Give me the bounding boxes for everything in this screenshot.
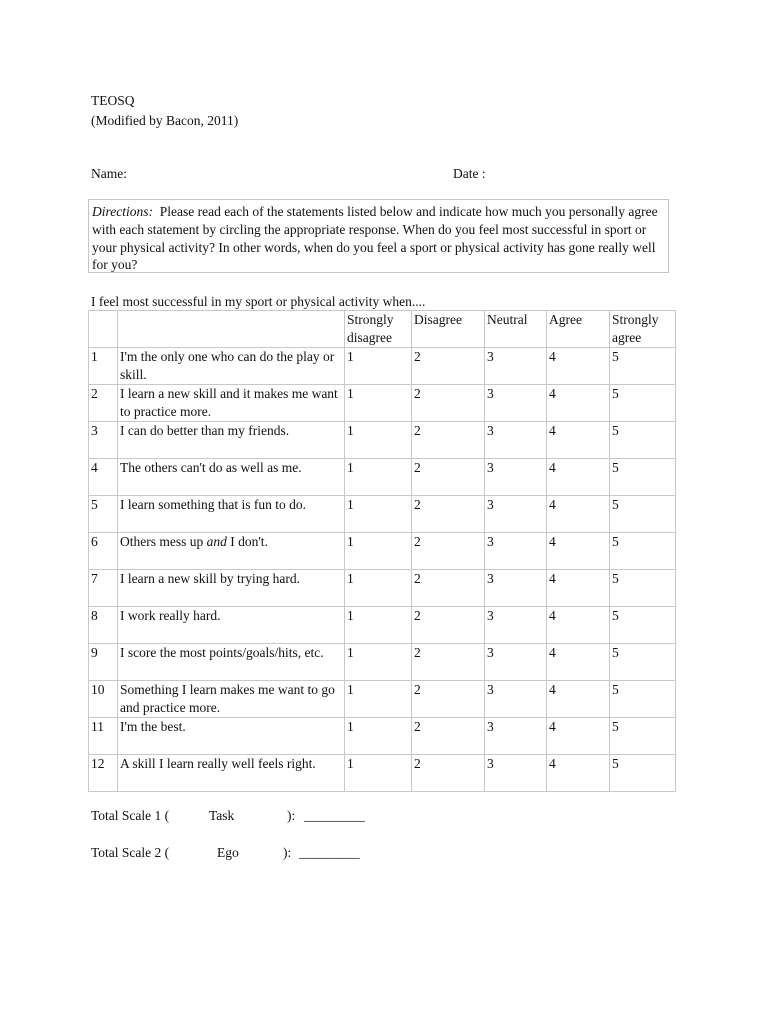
statement: The others can't do as well as me. — [118, 459, 345, 496]
statement: I'm the best. — [118, 718, 345, 755]
rating-neutral[interactable]: 3 — [485, 385, 547, 422]
statement — [118, 533, 345, 570]
statement: I learn something that is fun to do. — [118, 496, 345, 533]
rating-strongly-disagree[interactable]: 1 — [345, 496, 412, 533]
directions-text: Please read each of the statements listed below and indicate how much you personally agree with each statement by circling the appropriate response. When do you feel most successful in sport or your physical activity? In other words, when do you feel a sport or physical activity has gone really well for you? — [92, 204, 658, 273]
form-title: TEOSQ — [91, 93, 135, 108]
table-row — [89, 681, 676, 718]
rating-disagree[interactable]: 2 — [412, 681, 485, 718]
row-number: 10 — [89, 681, 118, 718]
rating-disagree[interactable]: 2 — [412, 459, 485, 496]
row-number: 1 — [89, 348, 118, 385]
header-cell-num — [89, 311, 118, 348]
header-strongly-disagree: Strongly disagree — [345, 311, 412, 348]
row-number: 2 — [89, 385, 118, 422]
row-number: 11 — [89, 718, 118, 755]
rating-disagree[interactable]: 2 — [412, 755, 485, 792]
rating-strongly-agree[interactable]: 5 — [610, 718, 676, 755]
rating-agree[interactable]: 4 — [547, 496, 610, 533]
rating-strongly-disagree[interactable]: 1 — [345, 385, 412, 422]
table-row — [89, 459, 676, 496]
total-scale-1-blank[interactable]: _________ — [304, 808, 365, 823]
rating-strongly-agree[interactable]: 5 — [610, 422, 676, 459]
total-scale-1-prefix: Total Scale 1 ( — [91, 808, 170, 823]
table-row — [89, 533, 676, 570]
intro-statement: I feel most successful in my sport or physical activity when.... — [91, 294, 426, 309]
rating-neutral[interactable]: 3 — [485, 644, 547, 681]
rating-strongly-disagree[interactable]: 1 — [345, 644, 412, 681]
statement: I'm the only one who can do the play or skill. — [118, 348, 345, 385]
table-row — [89, 718, 676, 755]
rating-strongly-agree[interactable]: 5 — [610, 348, 676, 385]
table-row — [89, 607, 676, 644]
rating-agree[interactable]: 4 — [547, 607, 610, 644]
rating-disagree[interactable]: 2 — [412, 496, 485, 533]
rating-neutral[interactable]: 3 — [485, 570, 547, 607]
row-number: 5 — [89, 496, 118, 533]
row-number: 7 — [89, 570, 118, 607]
rating-strongly-disagree[interactable]: 1 — [345, 533, 412, 570]
directions-box — [88, 199, 669, 273]
rating-strongly-agree[interactable]: 5 — [610, 607, 676, 644]
table-header-row — [89, 311, 676, 348]
rating-agree[interactable]: 4 — [547, 755, 610, 792]
rating-strongly-agree[interactable]: 5 — [610, 570, 676, 607]
rating-strongly-agree[interactable]: 5 — [610, 496, 676, 533]
rating-strongly-agree[interactable]: 5 — [610, 533, 676, 570]
table-row — [89, 422, 676, 459]
row-number: 6 — [89, 533, 118, 570]
rating-neutral[interactable]: 3 — [485, 718, 547, 755]
statement: I can do better than my friends. — [118, 422, 345, 459]
rating-agree[interactable]: 4 — [547, 459, 610, 496]
rating-disagree[interactable]: 2 — [412, 422, 485, 459]
total-scale-1-suffix: ): — [287, 808, 296, 823]
rating-agree[interactable]: 4 — [547, 348, 610, 385]
statement: I score the most points/goals/hits, etc. — [118, 644, 345, 681]
rating-disagree[interactable]: 2 — [412, 385, 485, 422]
rating-strongly-agree[interactable]: 5 — [610, 755, 676, 792]
statement: Something I learn makes me want to go and practice more. — [118, 681, 345, 718]
rating-strongly-disagree[interactable]: 1 — [345, 755, 412, 792]
rating-strongly-agree[interactable]: 5 — [610, 459, 676, 496]
table-row — [89, 644, 676, 681]
rating-agree[interactable]: 4 — [547, 644, 610, 681]
table-row — [89, 385, 676, 422]
header-disagree: Disagree — [412, 311, 485, 348]
rating-disagree[interactable]: 2 — [412, 348, 485, 385]
rating-neutral[interactable]: 3 — [485, 681, 547, 718]
row-number: 3 — [89, 422, 118, 459]
total-scale-2-blank[interactable]: _________ — [299, 845, 360, 860]
rating-neutral[interactable]: 3 — [485, 422, 547, 459]
statement: I learn a new skill by trying hard. — [118, 570, 345, 607]
rating-neutral[interactable]: 3 — [485, 533, 547, 570]
rating-strongly-disagree[interactable]: 1 — [345, 718, 412, 755]
rating-disagree[interactable]: 2 — [412, 570, 485, 607]
total-scale-1 — [91, 808, 391, 826]
rating-strongly-disagree[interactable]: 1 — [345, 570, 412, 607]
rating-neutral[interactable]: 3 — [485, 607, 547, 644]
directions-label: Directions: — [92, 204, 153, 219]
rating-strongly-disagree[interactable]: 1 — [345, 422, 412, 459]
rating-strongly-disagree[interactable]: 1 — [345, 607, 412, 644]
rating-strongly-agree[interactable]: 5 — [610, 385, 676, 422]
statement-part: I don't. — [226, 534, 268, 549]
rating-strongly-agree[interactable]: 5 — [610, 681, 676, 718]
rating-agree[interactable]: 4 — [547, 718, 610, 755]
date-label: Date : — [453, 166, 486, 181]
rating-strongly-disagree[interactable]: 1 — [345, 348, 412, 385]
header-neutral: Neutral — [485, 311, 547, 348]
table-row — [89, 570, 676, 607]
rating-agree[interactable]: 4 — [547, 422, 610, 459]
form-subtitle: (Modified by Bacon, 2011) — [91, 113, 239, 128]
row-number: 4 — [89, 459, 118, 496]
survey-table — [88, 310, 676, 792]
statement-part: Others mess up — [120, 534, 207, 549]
rating-agree[interactable]: 4 — [547, 570, 610, 607]
total-scale-2-suffix: ): — [283, 845, 292, 860]
total-scale-2-name: Ego — [217, 845, 239, 860]
rating-neutral[interactable]: 3 — [485, 348, 547, 385]
rating-disagree[interactable]: 2 — [412, 533, 485, 570]
rating-strongly-disagree[interactable]: 1 — [345, 681, 412, 718]
row-number: 9 — [89, 644, 118, 681]
header-agree: Agree — [547, 311, 610, 348]
total-scale-2-prefix: Total Scale 2 ( — [91, 845, 170, 860]
statement-emphasis: and — [206, 534, 227, 549]
name-label: Name: — [91, 166, 127, 181]
total-scale-1-name: Task — [209, 808, 235, 823]
rating-strongly-disagree[interactable]: 1 — [345, 459, 412, 496]
rating-agree[interactable]: 4 — [547, 385, 610, 422]
table-row — [89, 496, 676, 533]
table-row — [89, 755, 676, 792]
rating-neutral[interactable]: 3 — [485, 459, 547, 496]
row-number: 12 — [89, 755, 118, 792]
rating-disagree[interactable]: 2 — [412, 644, 485, 681]
total-scale-2 — [91, 845, 391, 863]
statement: A skill I learn really well feels right. — [118, 755, 345, 792]
rating-disagree[interactable]: 2 — [412, 718, 485, 755]
rating-agree[interactable]: 4 — [547, 681, 610, 718]
header-cell-statement — [118, 311, 345, 348]
rating-strongly-agree[interactable]: 5 — [610, 644, 676, 681]
rating-disagree[interactable]: 2 — [412, 607, 485, 644]
rating-agree[interactable]: 4 — [547, 533, 610, 570]
rating-neutral[interactable]: 3 — [485, 496, 547, 533]
table-row — [89, 348, 676, 385]
row-number: 8 — [89, 607, 118, 644]
statement: I learn a new skill and it makes me want to practice more. — [118, 385, 345, 422]
statement: I work really hard. — [118, 607, 345, 644]
header-strongly-agree: Strongly agree — [610, 311, 676, 348]
rating-neutral[interactable]: 3 — [485, 755, 547, 792]
